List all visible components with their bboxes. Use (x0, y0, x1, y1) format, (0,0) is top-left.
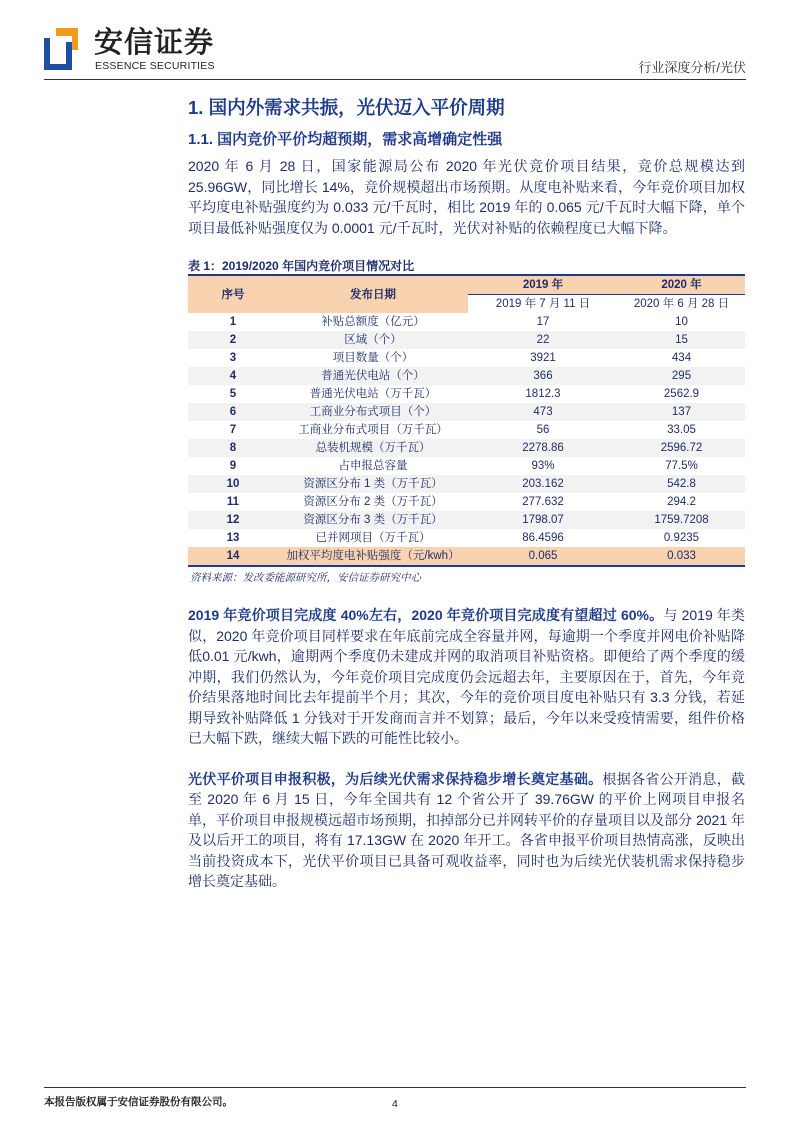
paragraph-3-body: 根据各省公开消息，截至 2020 年 6 月 15 日，今年全国共有 12 个省公开了 39.76GW 的平价上网项目申报名单，平价项目申报规模远超市场预期，扣掉部分已并网转平价的存量项目以及部分 2021 年及以后开工的项目，将有 17.13GW 在 2020 年开工。各省申报平价项目热情高涨，反映出当前投资成本下，光伏平价项目已具备可观收益率，同时也为后续光伏装机需求保持稳步增长奠定基础。 (188, 770, 746, 889)
table-row (188, 331, 745, 349)
table-row (188, 493, 745, 511)
row-index: 8 (229, 442, 237, 454)
row-item: 普通光伏电站（万千瓦） (309, 388, 437, 400)
table-row (188, 457, 745, 475)
row-index: 4 (229, 370, 237, 382)
paragraph-2-lead: 2019 年竞价项目完成度 40%左右，2020 年竞价项目完成度有望超过 60%。 (188, 607, 664, 623)
row-item: 工商业分布式项目（个） (309, 406, 437, 418)
row-item: 已并网项目（万千瓦） (315, 532, 431, 544)
paragraph-3 (188, 769, 745, 892)
table-row (188, 349, 745, 367)
table-row (188, 475, 745, 493)
value-2019: 277.632 (522, 496, 564, 508)
table-row (188, 313, 745, 331)
row-index: 9 (229, 460, 237, 472)
row-index: 7 (229, 424, 237, 436)
value-2020: 15 (675, 334, 688, 346)
row-item: 项目数量（个） (332, 352, 414, 364)
header-2020: 2020 年 (618, 275, 745, 295)
row-index: 13 (226, 532, 240, 544)
footer-divider (44, 1087, 746, 1088)
value-2019: 86.4596 (522, 532, 564, 544)
value-2019: 93% (531, 460, 555, 472)
value-2020: 295 (671, 370, 692, 382)
paragraph-2-body: 与 2019 年类似，2020 年竞价项目同样要求在年底前完成全容量并网，每逾期一个季度并网电价补贴降低0.01 元/kwh，逾期两个季度仍未建成并网的取消项目补贴资格。即便给了两个季度的缓冲期，我们仍然认为，今年竞价项目完成度仍会远超去年，主要原因在于，首先，今年竞价结果落地时间比去年提前半个月；其次，今年的竞价项目度电补贴只有 3.3 分钱，若延期导致补贴降低 1 分钱对于开发商而言并不划算；最后，今年以来受疫情需要，组件价格已大幅下跌，继续大幅下跌的可能性比较小。 (188, 607, 745, 746)
value-2019: 366 (533, 370, 553, 382)
value-2019: 203.162 (522, 478, 564, 490)
row-item: 普通光伏电站（个） (321, 370, 425, 382)
header-2019: 2019 年 (468, 275, 618, 295)
value-2020: 77.5% (665, 460, 698, 472)
table-row (188, 367, 745, 385)
row-index: 6 (229, 406, 237, 418)
table-source: 资料来源：发改委能源研究所，安信证券研究中心 (190, 572, 421, 584)
table-row (188, 529, 745, 547)
row-item: 占申报总容量 (338, 460, 408, 472)
logo-english-name: ESSENCE SECURITIES (95, 60, 215, 72)
subsection-heading: 1.1. 国内竞价平价均超预期，需求高增确定性强 (188, 131, 503, 148)
table-row (188, 385, 745, 403)
comparison-table (188, 274, 745, 567)
paragraph-2 (188, 605, 745, 749)
value-2020: 434 (671, 352, 692, 364)
row-index: 10 (226, 478, 240, 490)
row-item: 加权平均度电补贴强度（元/kwh） (286, 550, 460, 562)
header-item: 发布日期 (278, 275, 468, 313)
value-2020: 10 (675, 316, 688, 328)
value-2020: 0.033 (667, 550, 696, 562)
row-index: 11 (226, 496, 240, 508)
table-row (188, 511, 745, 529)
logo-chinese-name: 安信证券 (94, 27, 215, 59)
header-index: 序号 (188, 275, 278, 313)
table-row (188, 547, 745, 566)
copyright-notice: 本报告版权属于安信证券股份有限公司。 (44, 1096, 233, 1108)
value-2020: 137 (671, 406, 692, 418)
row-index: 2 (229, 334, 237, 346)
row-index: 12 (226, 514, 240, 526)
header-divider (44, 79, 746, 80)
table-row (188, 403, 745, 421)
value-2019: 1798.07 (522, 514, 564, 526)
page-number: 4 (392, 1098, 398, 1110)
row-index: 5 (229, 388, 237, 400)
value-2019: 0.065 (528, 550, 558, 562)
row-item: 资源区分布 1 类（万千瓦） (303, 478, 443, 490)
value-2020: 33.05 (667, 424, 696, 436)
value-2020: 542.8 (667, 478, 696, 490)
value-2019: 22 (536, 334, 550, 346)
row-item: 资源区分布 3 类（万千瓦） (303, 514, 443, 526)
row-item: 总装机规模（万千瓦） (315, 442, 431, 454)
paragraph-3-lead: 光伏平价项目申报积极，为后续光伏需求保持稳步增长奠定基础。 (188, 770, 603, 787)
paragraph-1: 2020 年 6 月 28 日，国家能源局公布 2020 年光伏竞价项目结果，竞价总规模达到 25.96GW，同比增长 14%，竞价规模超出市场预期。从度电补贴来看，今年竞价项目加权平均度电补贴强度约为 0.033 元/千瓦时，相比 2019 年的 0.065 元/千瓦时大幅下降，单个项目最低补贴强度仅为 0.0001 元/千瓦时，光伏对补贴的依赖程度已大幅下降。 (188, 158, 745, 236)
value-2020: 0.9235 (663, 532, 700, 544)
logo-icon (44, 28, 78, 70)
row-item: 补贴总额度（亿元） (321, 316, 425, 328)
report-category: 行业深度分析/光伏 (638, 60, 746, 75)
value-2019: 3921 (530, 352, 556, 364)
value-2019: 17 (536, 316, 550, 328)
value-2019: 473 (533, 406, 553, 418)
header-date-2020: 2020 年 6 月 28 日 (618, 295, 745, 314)
section-heading: 1. 国内外需求共振，光伏迈入平价周期 (188, 97, 505, 118)
row-item: 资源区分布 2 类（万千瓦） (303, 496, 443, 508)
row-index: 1 (229, 316, 237, 328)
row-index: 14 (226, 550, 240, 562)
row-item: 工商业分布式项目（万千瓦） (298, 424, 448, 436)
value-2020: 1759.7208 (654, 514, 709, 526)
table-row (188, 421, 745, 439)
header-date-2019: 2019 年 7 月 11 日 (468, 295, 618, 314)
value-2020: 2562.9 (663, 388, 700, 400)
value-2020: 2596.72 (660, 442, 703, 454)
value-2020: 294.2 (667, 496, 696, 508)
table-title: 表 1：2019/2020 年国内竞价项目情况对比 (188, 259, 415, 273)
row-item: 区域（个） (344, 334, 402, 346)
row-index: 3 (229, 352, 237, 364)
value-2019: 2278.86 (522, 442, 564, 454)
value-2019: 1812.3 (525, 388, 561, 400)
main-content (188, 96, 745, 892)
value-2019: 56 (536, 424, 550, 436)
table-row (188, 439, 745, 457)
